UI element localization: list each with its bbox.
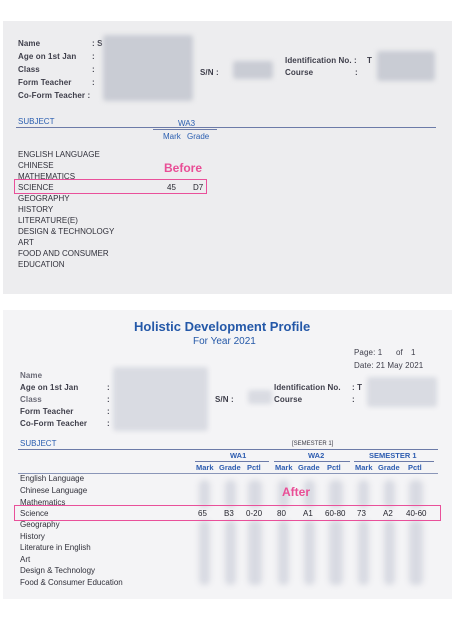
- subject-row: Geography: [20, 520, 60, 529]
- subject-row: HISTORY: [18, 205, 54, 214]
- co-form-teacher-label: Co-Form Teacher :: [18, 91, 91, 100]
- co-form-teacher-label: Co-Form Teacher: [20, 419, 88, 428]
- age-colon: :: [107, 383, 110, 392]
- subject-row: Food & Consumer Education: [20, 578, 123, 587]
- page-label: Page: 1: [354, 348, 383, 357]
- blurred-value: [304, 520, 315, 585]
- blurred-value: [384, 520, 395, 585]
- form-teacher-colon: :: [92, 78, 95, 87]
- id-label: Identification No. :: [285, 56, 357, 65]
- science-sem1-grade: A2: [383, 509, 393, 518]
- subject-row: ENGLISH LANGUAGE: [18, 150, 100, 159]
- blurred-value: [199, 480, 210, 508]
- subject-row: History: [20, 532, 45, 541]
- science-wa2-grade: A1: [303, 509, 313, 518]
- name-label: Name: [18, 39, 41, 48]
- class-label: Class: [20, 395, 42, 404]
- report-date: Date: 21 May 2021: [354, 361, 424, 370]
- subject-row: English Language: [20, 474, 85, 483]
- header-rule: [16, 127, 436, 128]
- blurred-value: [358, 480, 369, 508]
- course-label: Course: [285, 68, 314, 77]
- wa1-underline: [195, 461, 269, 462]
- science-wa2-pctl: 60-80: [325, 509, 346, 518]
- co-form-teacher-colon: :: [107, 419, 110, 428]
- science-wa2-mark: 80: [277, 509, 286, 518]
- grade-header: Grade: [187, 132, 210, 141]
- id-value: : T: [352, 383, 363, 392]
- subject-row: GEOGRAPHY: [18, 194, 70, 203]
- page-total: 1: [411, 348, 416, 357]
- wa3-underline: [153, 129, 217, 130]
- subject-row: EDUCATION: [18, 260, 65, 269]
- sn-label: S/N :: [200, 68, 219, 77]
- subject-row: Science: [20, 509, 49, 518]
- after-callout: After: [282, 485, 311, 499]
- semester-note: [SEMESTER 1]: [292, 441, 334, 447]
- subject-row: LITERATURE(E): [18, 216, 78, 225]
- wa1-mark-header: Mark: [196, 463, 214, 472]
- class-colon: :: [92, 65, 95, 74]
- redacted-sn: [233, 61, 273, 79]
- wa2-pctl-header: Pctl: [327, 463, 341, 472]
- age-label: Age on 1st Jan: [20, 383, 79, 392]
- science-highlight-box: [14, 179, 207, 194]
- science-highlight-box: [14, 505, 441, 521]
- blurred-value: [248, 520, 262, 585]
- science-sem1-mark: 73: [357, 509, 366, 518]
- blurred-value: [358, 520, 369, 585]
- course-colon: :: [355, 68, 358, 77]
- sem1-pctl-header: Pctl: [408, 463, 422, 472]
- redacted-student-info: [113, 367, 208, 431]
- name-value: : S: [92, 39, 103, 48]
- sem1-mark-header: Mark: [355, 463, 373, 472]
- page-of: of: [396, 348, 403, 357]
- subject-row: SCIENCE: [18, 183, 54, 192]
- subject-row: CHINESE: [18, 161, 54, 170]
- wa2-header: WA2: [308, 451, 325, 460]
- course-colon: :: [352, 395, 355, 404]
- redacted-sn: [248, 390, 272, 404]
- subject-header: SUBJECT: [18, 117, 55, 126]
- wa1-pctl-header: Pctl: [247, 463, 261, 472]
- science-wa1-pctl: 0-20: [246, 509, 263, 518]
- subject-row: DESIGN & TECHNOLOGY: [18, 227, 115, 236]
- course-label: Course: [274, 395, 303, 404]
- before-callout: Before: [164, 161, 203, 175]
- name-label: Name: [20, 371, 43, 380]
- science-wa3-grade: D7: [193, 183, 204, 192]
- semester1-header: SEMESTER 1: [369, 451, 417, 460]
- wa2-grade-header: Grade: [298, 463, 320, 472]
- id-value: T: [367, 56, 372, 65]
- blurred-value: [329, 480, 343, 508]
- redacted-student-info: [103, 35, 193, 101]
- subject-row: Literature in English: [20, 543, 91, 552]
- redacted-id-course: [367, 377, 437, 407]
- mark-header: Mark: [163, 132, 181, 141]
- science-wa3-mark: 45: [167, 183, 176, 192]
- subject-row: MATHEMATICS: [18, 172, 76, 181]
- blurred-value: [199, 520, 210, 585]
- report-subtitle: For Year 2021: [193, 336, 256, 347]
- science-wa1-mark: 65: [198, 509, 207, 518]
- class-colon: :: [107, 395, 110, 404]
- subject-row: Art: [20, 555, 31, 564]
- form-teacher-colon: :: [107, 407, 110, 416]
- subject-header: SUBJECT: [20, 439, 57, 448]
- science-sem1-pctl: 40-60: [406, 509, 427, 518]
- form-teacher-label: Form Teacher: [18, 78, 72, 87]
- wa1-grade-header: Grade: [219, 463, 241, 472]
- wa3-header: WA3: [178, 119, 196, 128]
- blurred-value: [329, 520, 343, 585]
- subject-row: Design & Technology: [20, 566, 96, 575]
- wa2-mark-header: Mark: [275, 463, 293, 472]
- sn-label: S/N :: [215, 395, 234, 404]
- wa2-underline: [274, 461, 350, 462]
- subject-row: Chinese Language: [20, 486, 88, 495]
- age-colon: :: [92, 52, 95, 61]
- subject-row: Mathematics: [20, 498, 66, 507]
- blurred-value: [409, 480, 423, 508]
- header-rule: [18, 449, 438, 450]
- subject-row: FOOD AND CONSUMER: [18, 249, 109, 258]
- report-title: Holistic Development Profile: [134, 319, 311, 334]
- form-teacher-label: Form Teacher: [20, 407, 74, 416]
- blurred-value: [409, 520, 423, 585]
- blurred-value: [248, 480, 262, 508]
- blurred-value: [225, 520, 236, 585]
- wa1-header: WA1: [230, 451, 247, 460]
- science-wa1-grade: B3: [224, 509, 234, 518]
- blurred-value: [225, 480, 236, 508]
- blurred-value: [278, 520, 289, 585]
- id-label: Identification No.: [274, 383, 341, 392]
- semester1-underline: [354, 461, 434, 462]
- blurred-value: [384, 480, 395, 508]
- before-report-card: [3, 21, 452, 294]
- redacted-id-course: [377, 51, 435, 81]
- age-label: Age on 1st Jan: [18, 52, 77, 61]
- after-report-card: [3, 310, 452, 599]
- subject-row: ART: [18, 238, 34, 247]
- class-label: Class: [18, 65, 40, 74]
- sem1-grade-header: Grade: [378, 463, 400, 472]
